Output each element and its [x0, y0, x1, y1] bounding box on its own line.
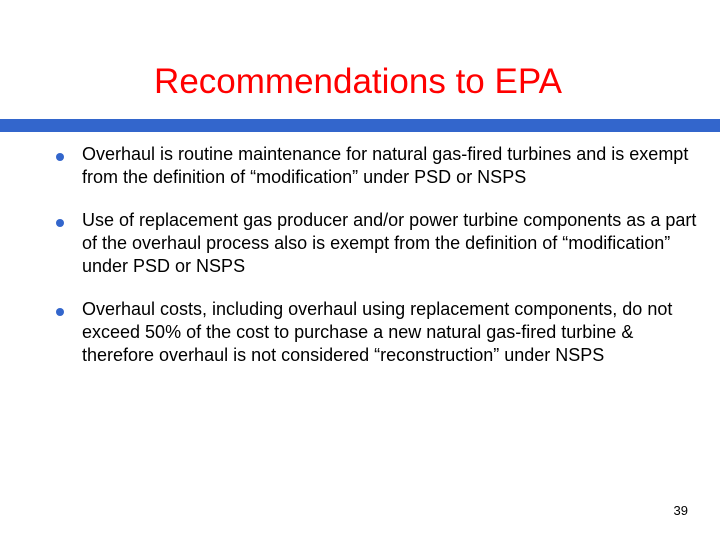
bullet-dot-icon	[56, 308, 64, 316]
bullet-text: Overhaul is routine maintenance for natural gas-fired turbines and is exempt from the definition of “modification” under PSD or NSPS	[82, 144, 689, 187]
bullet-list	[52, 143, 702, 387]
bullet-dot-icon	[56, 219, 64, 227]
title-divider	[0, 119, 720, 132]
slide-title: Recommendations to EPA	[154, 62, 562, 101]
page-number: 39	[673, 503, 688, 518]
bullet-item	[52, 143, 702, 189]
bullet-item	[52, 209, 702, 278]
bullet-text: Use of replacement gas producer and/or power turbine components as a part of the overhaul process also is exempt from the definition of “modification” under PSD or NSPS	[82, 210, 697, 276]
bullet-dot-icon	[56, 153, 64, 161]
bullet-text: Overhaul costs, including overhaul using replacement components, do not exceed 50% of the cost to purchase a new natural gas-fired turbine & therefore overhaul is not considered “reconstruction” under NSPS	[82, 299, 673, 365]
bullet-item	[52, 298, 702, 367]
